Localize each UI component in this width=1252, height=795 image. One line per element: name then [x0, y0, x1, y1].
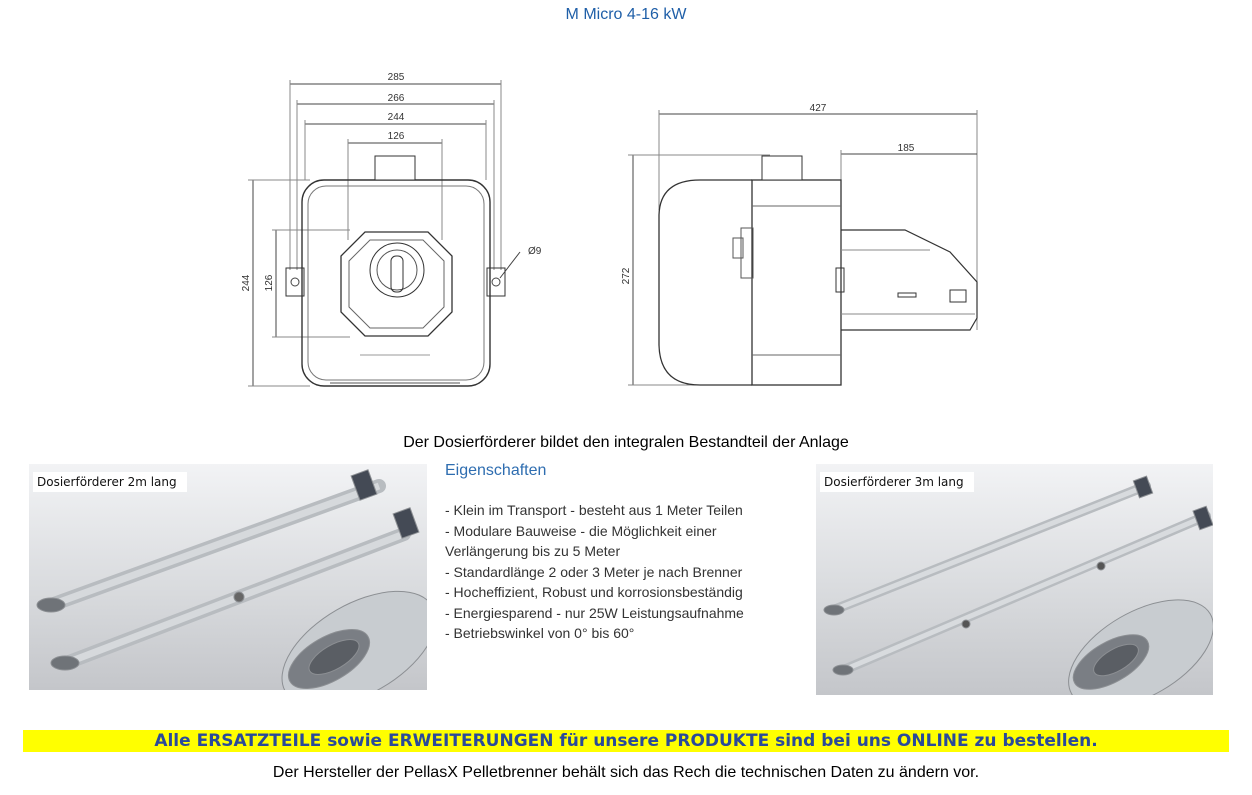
auger-2m-image: [29, 464, 427, 690]
dim-width-285: 285: [387, 72, 405, 83]
property-item: - Klein im Transport - besteht aus 1 Meter Teilen: [445, 502, 743, 518]
dim-width-266: 266: [387, 93, 405, 104]
property-item: - Hocheffizient, Robust und korrosionsbeständig: [445, 584, 743, 600]
order-online-banner: Alle ERSATZTEILE sowie ERWEITERUNGEN für unsere PRODUKTE sind bei uns ONLINE zu bestellen.: [23, 730, 1229, 752]
auger-2m-label: Dosierförderer 2m lang: [33, 472, 187, 492]
auger-2m-illustration: [29, 464, 427, 690]
property-item: - Energiesparend - nur 25W Leistungsaufnahme: [445, 604, 744, 621]
properties-section: [445, 462, 805, 644]
properties-heading: Eigenschaften: [445, 462, 547, 479]
auger-3m-illustration: [816, 464, 1213, 695]
dim-hole-diameter: Ø9: [528, 246, 542, 257]
property-item: - Modulare Bauweise - die Möglichkeit einer: [445, 522, 717, 539]
section-caption: Der Dosierförderer bildet den integralen Bestandteil der Anlage: [403, 434, 849, 451]
dim-tube-185: 185: [897, 143, 915, 154]
front-view-drawing: [248, 80, 520, 386]
dim-length-427: 427: [809, 103, 827, 114]
dim-width-126: 126: [387, 131, 405, 142]
auger-3m-label: Dosierförderer 3m lang: [820, 472, 974, 492]
dim-height-244: 244: [241, 274, 252, 292]
disclaimer-text: Der Hersteller der PellasX Pelletbrenner behält sich das Rech die technischen Daten zu ändern vor.: [272, 764, 980, 781]
auger-3m-image: [816, 464, 1213, 695]
properties-list: [445, 500, 805, 644]
dim-height-126: 126: [264, 274, 275, 292]
property-item: - Standardlänge 2 oder 3 Meter je nach Brenner: [445, 563, 743, 580]
dim-height-272: 272: [621, 267, 632, 285]
dim-width-244: 244: [387, 112, 405, 123]
property-item: Verlängerung bis zu 5 Meter: [445, 543, 621, 559]
property-item: - Betriebswinkel von 0° bis 60°: [445, 625, 635, 641]
side-view-drawing: [628, 110, 977, 385]
page-title: M Micro 4-16 kW: [565, 6, 687, 23]
